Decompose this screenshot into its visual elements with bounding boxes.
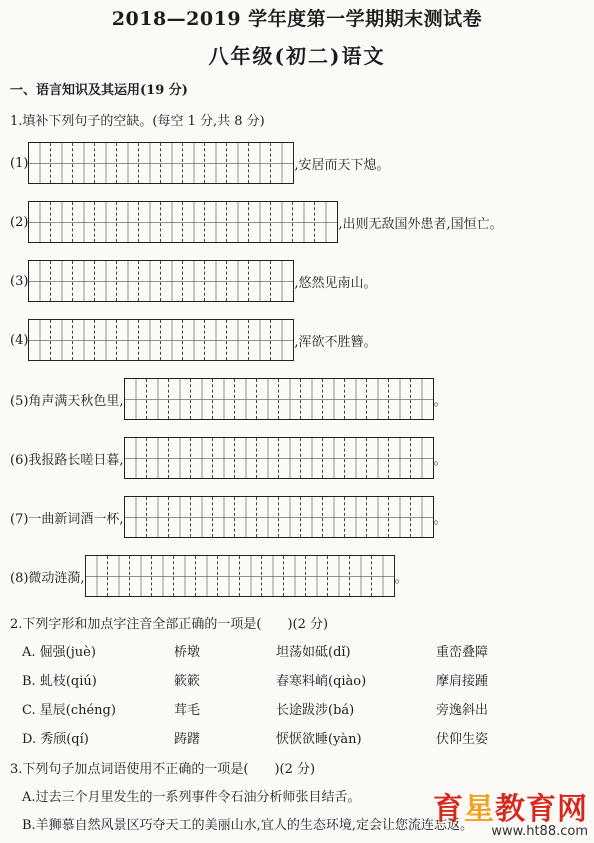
q2-option-c-word2: 茸毛 (174, 703, 201, 718)
answer-grid[interactable] (124, 437, 434, 479)
fill-row-suffix: 。 (433, 511, 447, 527)
fill-row-prefix: (2) (10, 214, 29, 230)
fill-row-2 (10, 199, 503, 245)
fill-row-suffix: 。 (433, 393, 447, 409)
fill-row-prefix: (3) (10, 273, 29, 289)
fill-row-suffix: ,出则无敌国外患者,国恒亡。 (338, 216, 503, 232)
q2-option-a-word3: 坦荡如砥(dǐ) (276, 645, 351, 660)
q2-option-b-word3: 春寒料峭(qiào) (276, 674, 367, 689)
q2-option-d-word4: 伏仰生姿 (436, 732, 489, 747)
exam-subtitle: 八年级(初二)语文 (208, 44, 386, 68)
q2-option-b-word2: 簌簌 (174, 674, 201, 689)
watermark-brand: 育星教育网 (433, 792, 588, 827)
answer-grid[interactable] (28, 201, 338, 243)
fill-row-prefix: (4) (10, 332, 29, 348)
q2-option-a: A. 倔强(juè) (22, 645, 96, 660)
fill-row-prefix: (5)角声满天秋色里, (10, 393, 124, 409)
q2-option-c-word4: 旁逸斜出 (436, 703, 489, 718)
fill-row-prefix: (7)一曲新词酒一杯, (10, 511, 124, 527)
fill-row-prefix: (8)微动涟漪, (10, 570, 85, 586)
fill-row-suffix: ,安居而天下熄。 (294, 157, 390, 173)
q2-option-a-word2: 桥墩 (174, 645, 201, 660)
fill-row-5 (10, 376, 447, 422)
site-watermark (433, 784, 588, 839)
answer-grid[interactable] (28, 319, 294, 361)
watermark-url: www.ht88.com (491, 824, 588, 839)
fill-row-4 (10, 317, 377, 363)
q3-option-b: B.羊狮慕自然风景区巧夺天工的美丽山水,宜人的生态环境,定会让您流连忘返。 (22, 818, 473, 833)
fill-row-prefix: (6)我报路长嗟日暮, (10, 452, 124, 468)
fill-row-1 (10, 140, 390, 186)
section-heading: 一、语言知识及其运用(19 分) (10, 83, 188, 98)
fill-row-suffix: 。 (394, 570, 408, 586)
q2-option-c: C. 星辰(chéng) (22, 703, 116, 718)
q2-option-d: D. 秀颀(qí) (22, 732, 89, 747)
q2-option-d-word3: 恹恹欲睡(yàn) (276, 732, 362, 747)
answer-grid[interactable] (124, 378, 434, 420)
q2-option-b: B. 虬枝(qiú) (22, 674, 97, 689)
q2-option-b-word4: 摩肩接踵 (436, 674, 489, 689)
fill-row-prefix: (1) (10, 155, 29, 171)
question-2-prompt: 2.下列字形和加点字注音全部正确的一项是( )(2 分) (10, 617, 329, 632)
q2-option-d-word2: 踌躇 (174, 732, 201, 747)
fill-row-3 (10, 258, 377, 304)
q2-option-c-word3: 长途跋涉(bá) (276, 703, 355, 718)
fill-row-7 (10, 494, 447, 540)
question-1-prompt: 1.填补下列句子的空缺。(每空 1 分,共 8 分) (10, 114, 265, 129)
fill-row-suffix: ,浑欲不胜簪。 (294, 334, 377, 350)
exam-title: 2018—2019 学年度第一学期期末测试卷 (111, 8, 483, 30)
answer-grid[interactable] (85, 555, 395, 597)
fill-row-8 (10, 553, 408, 599)
fill-row-suffix: ,悠然见南山。 (294, 275, 377, 291)
answer-grid[interactable] (28, 260, 294, 302)
q2-option-a-word4: 重峦叠障 (436, 645, 489, 660)
answer-grid[interactable] (28, 142, 294, 184)
q3-option-a: A.过去三个月里发生的一系列事件令石油分析师张目结舌。 (22, 790, 361, 805)
fill-row-suffix: 。 (433, 452, 447, 468)
fill-row-6 (10, 435, 447, 481)
question-3-prompt: 3.下列句子加点词语使用不正确的一项是( )(2 分) (10, 762, 316, 777)
answer-grid[interactable] (124, 496, 434, 538)
